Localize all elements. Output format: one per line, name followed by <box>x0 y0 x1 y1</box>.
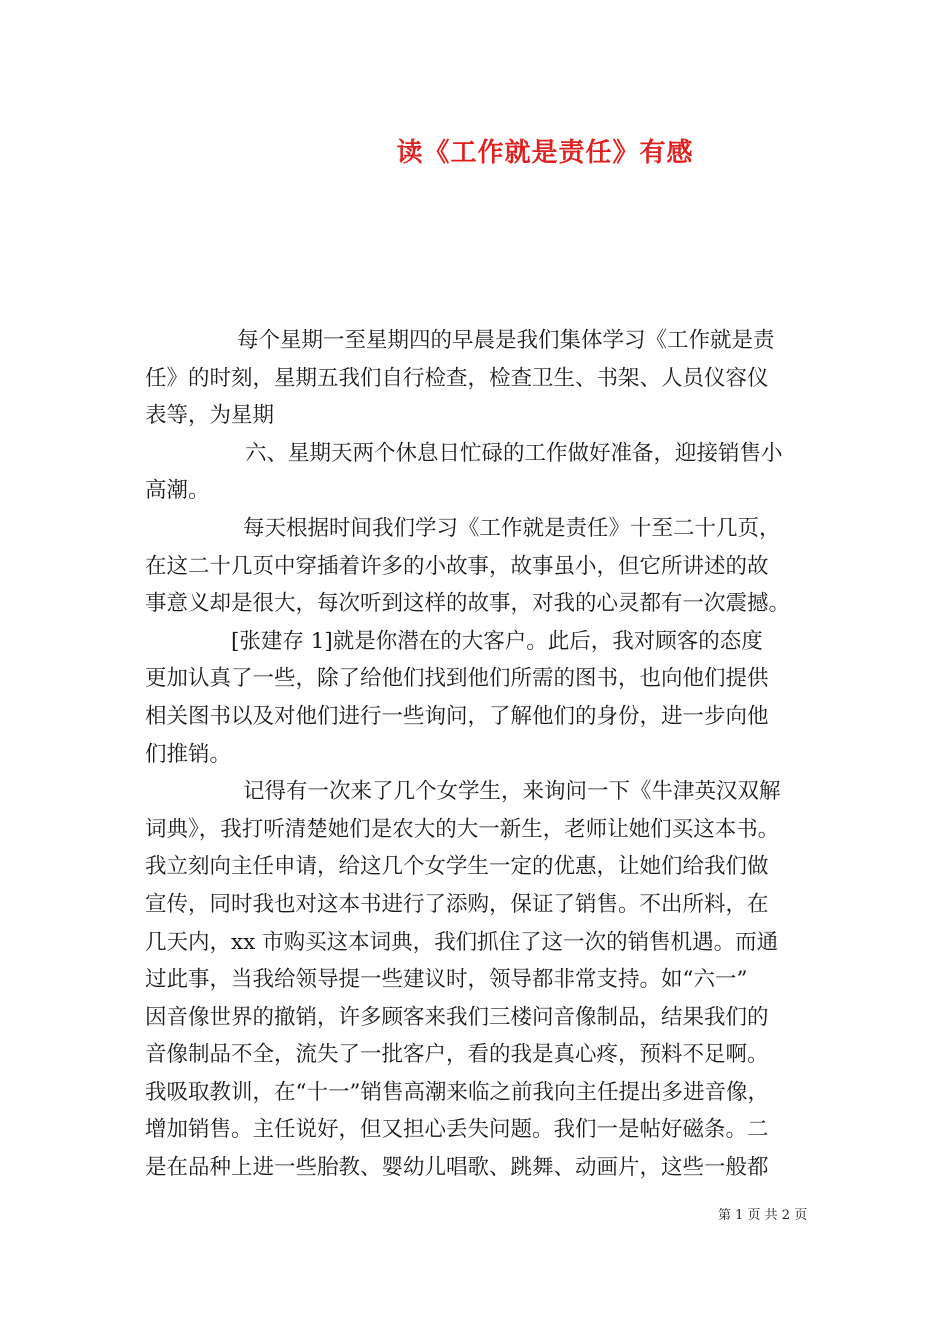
body-text-line: 是在品种上进一些胎教、婴幼儿唱歌、跳舞、动画片，这些一般都 <box>145 1155 769 1181</box>
body-text-line: 在这二十几页中穿插着许多的小故事，故事虽小，但它所讲述的故 <box>145 553 769 579</box>
body-text-line: 我立刻向主任申请，给这几个女学生一定的优惠，让她们给我们做 <box>145 854 769 880</box>
document-body <box>145 322 810 1187</box>
body-text-line: 表等，为星期 <box>145 403 275 429</box>
page-number-footer: 第 1 页 共 2 页 <box>718 1208 808 1223</box>
body-text-line: 们推销。 <box>145 741 232 767</box>
body-text-line: 高潮。 <box>145 478 210 504</box>
body-text-line: 记得有一次来了几个女学生，来询问一下《牛津英汉双解 <box>243 779 781 805</box>
body-text-line: 任》的时刻，星期五我们自行检查，检查卫生、书架、人员仪容仪 <box>145 365 769 391</box>
body-text-line: 六、星期天两个休息日忙碌的工作做好准备，迎接销售小 <box>245 440 783 466</box>
body-text-line: 每个星期一至星期四的早晨是我们集体学习《工作就是责 <box>237 328 775 353</box>
body-text-line: 过此事，当我给领导提一些建议时，领导都非常支持。如“六一” <box>145 967 748 993</box>
body-text-line: 更加认真了一些，除了给他们找到他们所需的图书，也向他们提供 <box>145 666 769 692</box>
document-title: 读《工作就是责任》有感 <box>396 138 694 168</box>
body-text-line: 几天内，xx 市购买这本词典，我们抓住了这一次的销售机遇。而通 <box>145 929 779 955</box>
body-text-line: 因音像世界的撤销，许多顾客来我们三楼问音像制品，结果我们的 <box>145 1004 769 1030</box>
body-text-line: 每天根据时间我们学习《工作就是责任》十至二十几页， <box>243 515 781 541</box>
body-text-line: 我吸取教训，在“十一”销售高潮来临之前我向主任提出多进音像， <box>145 1079 769 1105</box>
body-text-line: 相关图书以及对他们进行一些询问，了解他们的身份，进一步向他 <box>145 703 769 729</box>
body-text-line: 增加销售。主任说好，但又担心丢失问题。我们一是帖好磁条。二 <box>145 1117 769 1143</box>
body-text-line: 事意义却是很大，每次听到这样的故事，对我的心灵都有一次震撼。 <box>145 591 791 617</box>
body-text-line: 宣传，同时我也对这本书进行了添购，保证了销售。不出所料，在 <box>145 891 769 917</box>
body-text-line: 音像制品不全，流失了一批客户，看的我是真心疼，预料不足啊。 <box>145 1042 769 1068</box>
body-text-line: 词典》，我打听清楚她们是农大的大一新生，老师让她们买这本书。 <box>145 816 780 842</box>
body-text-line: [张建存 1]就是你潜在的大客户。此后，我对顾客的态度 <box>231 628 763 654</box>
